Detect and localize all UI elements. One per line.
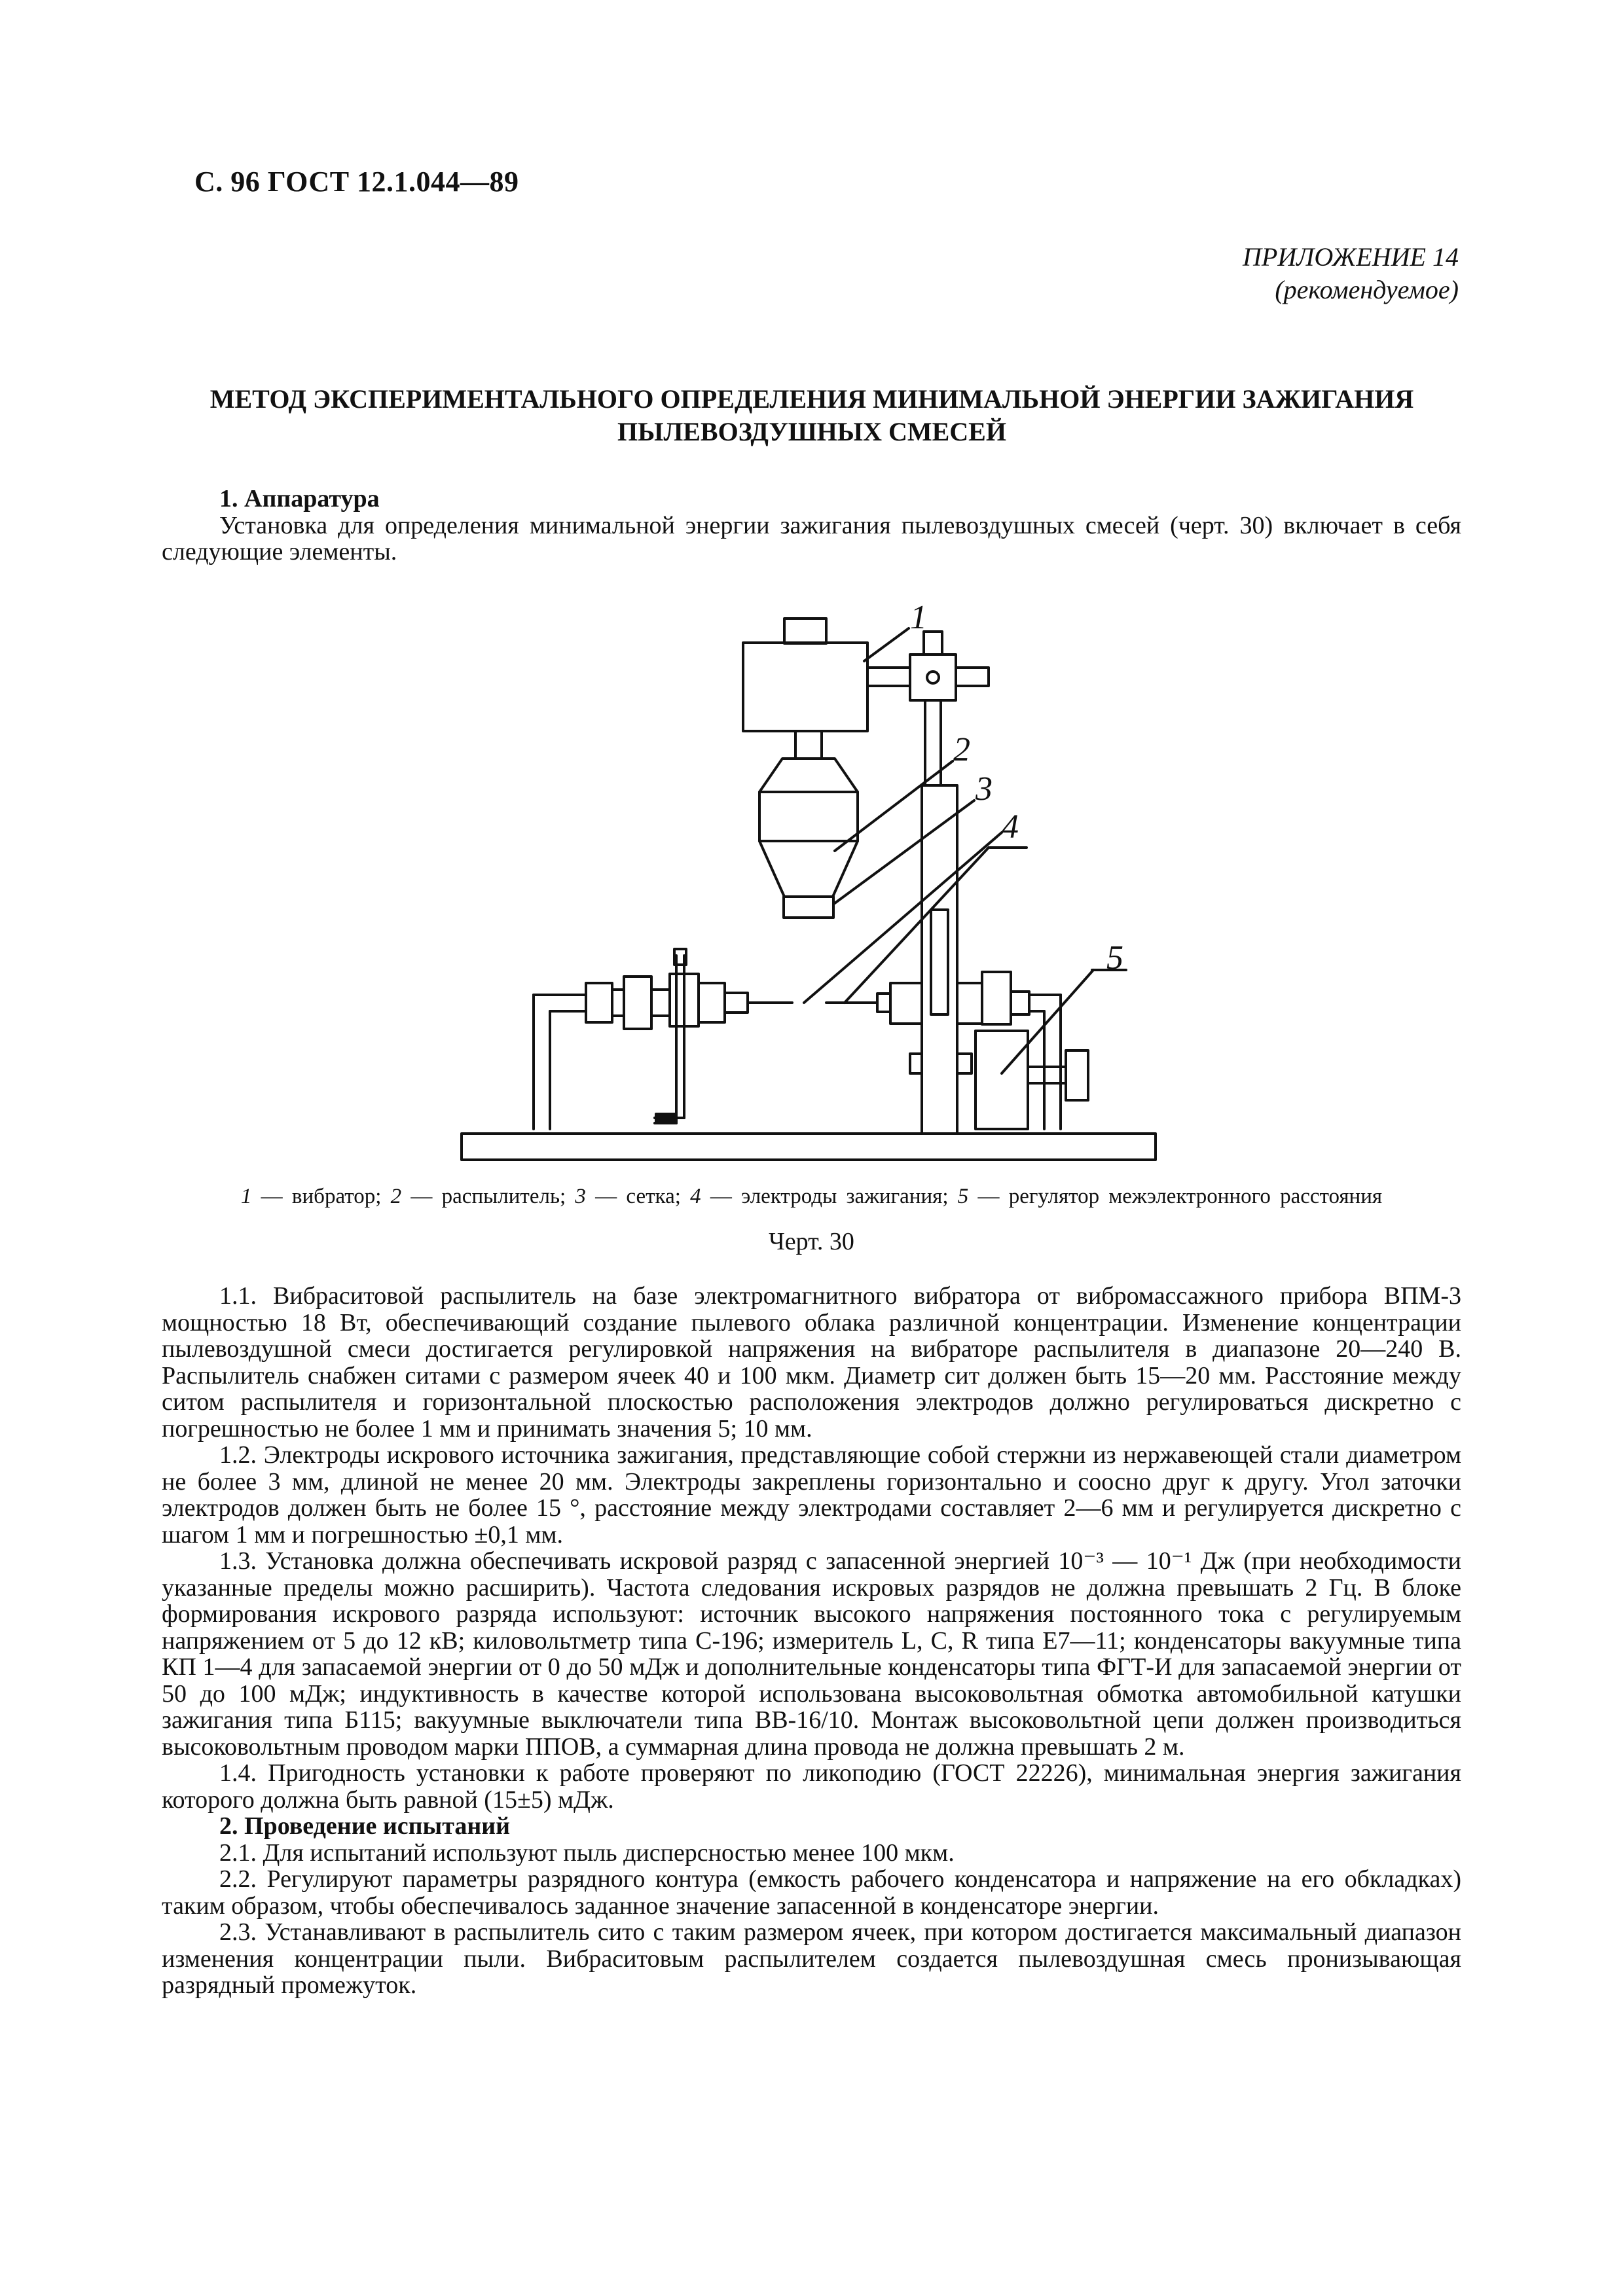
appendix-number: ПРИЛОЖЕНИЕ 14	[1243, 242, 1459, 272]
callout-2: 2	[953, 731, 970, 768]
callout-1: 1	[910, 599, 927, 636]
legend-num-2: 2	[390, 1185, 402, 1208]
appendix-status: (рекомендуемое)	[1275, 275, 1459, 304]
sprayer-body	[759, 759, 858, 897]
legend-text-5: — регулятор межэлектронного расстояния	[968, 1185, 1383, 1208]
legend-num-5: 5	[957, 1185, 969, 1208]
vertical-column	[922, 785, 957, 1134]
section-1-intro-paragraph: Установка для определения минимальной энергии зажигания пылевоздушных смесей (черт. 30) включает в себя следующие элементы.	[162, 511, 1461, 565]
legend-text-4: — электроды зажигания;	[701, 1185, 958, 1208]
running-head: С. 96 ГОСТ 12.1.044—89	[194, 166, 519, 198]
paragraph-2-3: 2.3. Устанавливают в распылитель сито с таким размером ячеек, при котором достигается максимальный диапазон изменения концентрации пыли. Вибраситовым распылителем создается пылевоздушная смесь пронизывающая разрядный промежуток.	[162, 1918, 1461, 1999]
apparatus-schematic	[458, 576, 1172, 1178]
paragraph-2-2: 2.2. Регулируют параметры разрядного контура (емкость рабочего конденсатора и напряжение на его обкладках) таким образом, чтобы обеспечивалось заданное значение запасенной в конденсаторе энергии.	[162, 1865, 1461, 1920]
appendix-label-block	[1113, 241, 1459, 306]
paragraph-1-1: 1.1. Вибраситовой распылитель на базе электромагнитного вибратора от вибромассажного прибора ВПМ-3 мощностью 18 Вт, обеспечивающий создание пылевого облака различной концентрации. Изменение концентрации пылевоздушной смеси достигается регулировкой напряжения на вибраторе распылителя в диапазоне 20—240 В. Распылитель снабжен ситами с размером ячеек 40 и 100 мкм. Диаметр сит должен быть 15—20 мм. Расстояние между ситом распылителя и горизонтальной плоскостью расположения электродов должно регулироваться дискретно с погрешностью не более 1 мм и принимать значения 5; 10 мм.	[162, 1282, 1461, 1443]
main-body	[162, 1283, 1461, 1999]
legend-num-1: 1	[240, 1185, 252, 1208]
vibrator-cap	[784, 619, 826, 643]
regulator-body	[976, 1031, 1028, 1129]
clamp-screw	[927, 672, 939, 683]
callout-5: 5	[1106, 939, 1123, 977]
vibrator-body	[743, 643, 867, 731]
callout-4: 4	[1002, 808, 1019, 846]
figure-caption: Черт. 30	[769, 1228, 854, 1255]
regulator-knob	[1066, 1050, 1088, 1100]
legend-text-1: — вибратор;	[251, 1185, 391, 1208]
legend-text-3: — сетка;	[585, 1185, 691, 1208]
left-holder-nut	[586, 983, 612, 1022]
legend-text-2: — распылитель;	[401, 1185, 575, 1208]
paragraph-2-1: 2.1. Для испытаний используют пыль дисперсностью менее 100 мкм.	[219, 1839, 955, 1867]
title-line-1: МЕТОД ЭКСПЕРИМЕНТАЛЬНОГО ОПРЕДЕЛЕНИЯ МИНИМАЛЬНОЙ ЭНЕРГИИ ЗАЖИГАНИЯ	[210, 384, 1414, 414]
apparatus-drawing	[458, 576, 1172, 1178]
section-2-heading: 2. Проведение испытаний	[219, 1812, 511, 1840]
left-bracket-foot	[656, 1114, 676, 1123]
legend-num-3: 3	[575, 1185, 586, 1208]
figure-legend	[162, 1182, 1461, 1211]
document-title	[164, 383, 1460, 448]
sieve	[784, 897, 833, 918]
paragraph-1-3: 1.3. Установка должна обеспечивать искровой разряд с запасенной энергией 10⁻³ — 10⁻¹ Дж (при необходимости указанные пределы можно расширить). Частота следования искровых разрядов не должна превышать 2 Гц. В блоке формирования искрового разряда используют: источник высокого напряжения постоянного тока с регулируемым напряжением от 5 до 12 кВ; киловольтметр типа С-196; измеритель L, C, R типа Е7—11; конденсаторы вакуумные типа КП 1—4 для запасаемой энергии от 0 до 50 мДж и дополнительные конденсаторы типа ФГТ-И для запасаемой энергии от 50 до 100 мДж; индуктивность в качестве которой использована высоковольтная обмотка автомобильной катушки зажигания типа Б115; вакуумные выключатели типа ВВ-16/10. Монтаж высоковольтной цепи должен производиться высоковольтным проводом марки ППОВ, а суммарная длина провода не должна превышать 2 м.	[162, 1547, 1461, 1761]
section-1-heading: 1. Аппаратура	[219, 485, 380, 512]
section-1-intro	[162, 486, 1461, 565]
paragraph-1-4: 1.4. Пригодность установки к работе проверяют по ликоподию (ГОСТ 22226), минимальная энергия зажигания которого должна быть равной (15±5) мДж.	[162, 1759, 1461, 1814]
base-plate	[462, 1134, 1156, 1160]
legend-num-4: 4	[690, 1185, 701, 1208]
callout-3: 3	[976, 770, 993, 808]
column-clamp	[910, 655, 956, 700]
paragraph-1-2: 1.2. Электроды искрового источника зажигания, представляющие собой стержни из нержавеющей стали диаметром не более 3 мм, длиной не менее 20 мм. Электроды закреплены горизонтально и соосно друг к другу. Угол заточки электродов должен быть не более 15 °, расстояние между электродами составляет 2—6 мм и регулируется дискретно с шагом 1 мм и погрешностью ±0,1 мм.	[162, 1441, 1461, 1549]
title-line-2: ПЫЛЕВОЗДУШНЫХ СМЕСЕЙ	[617, 417, 1006, 446]
